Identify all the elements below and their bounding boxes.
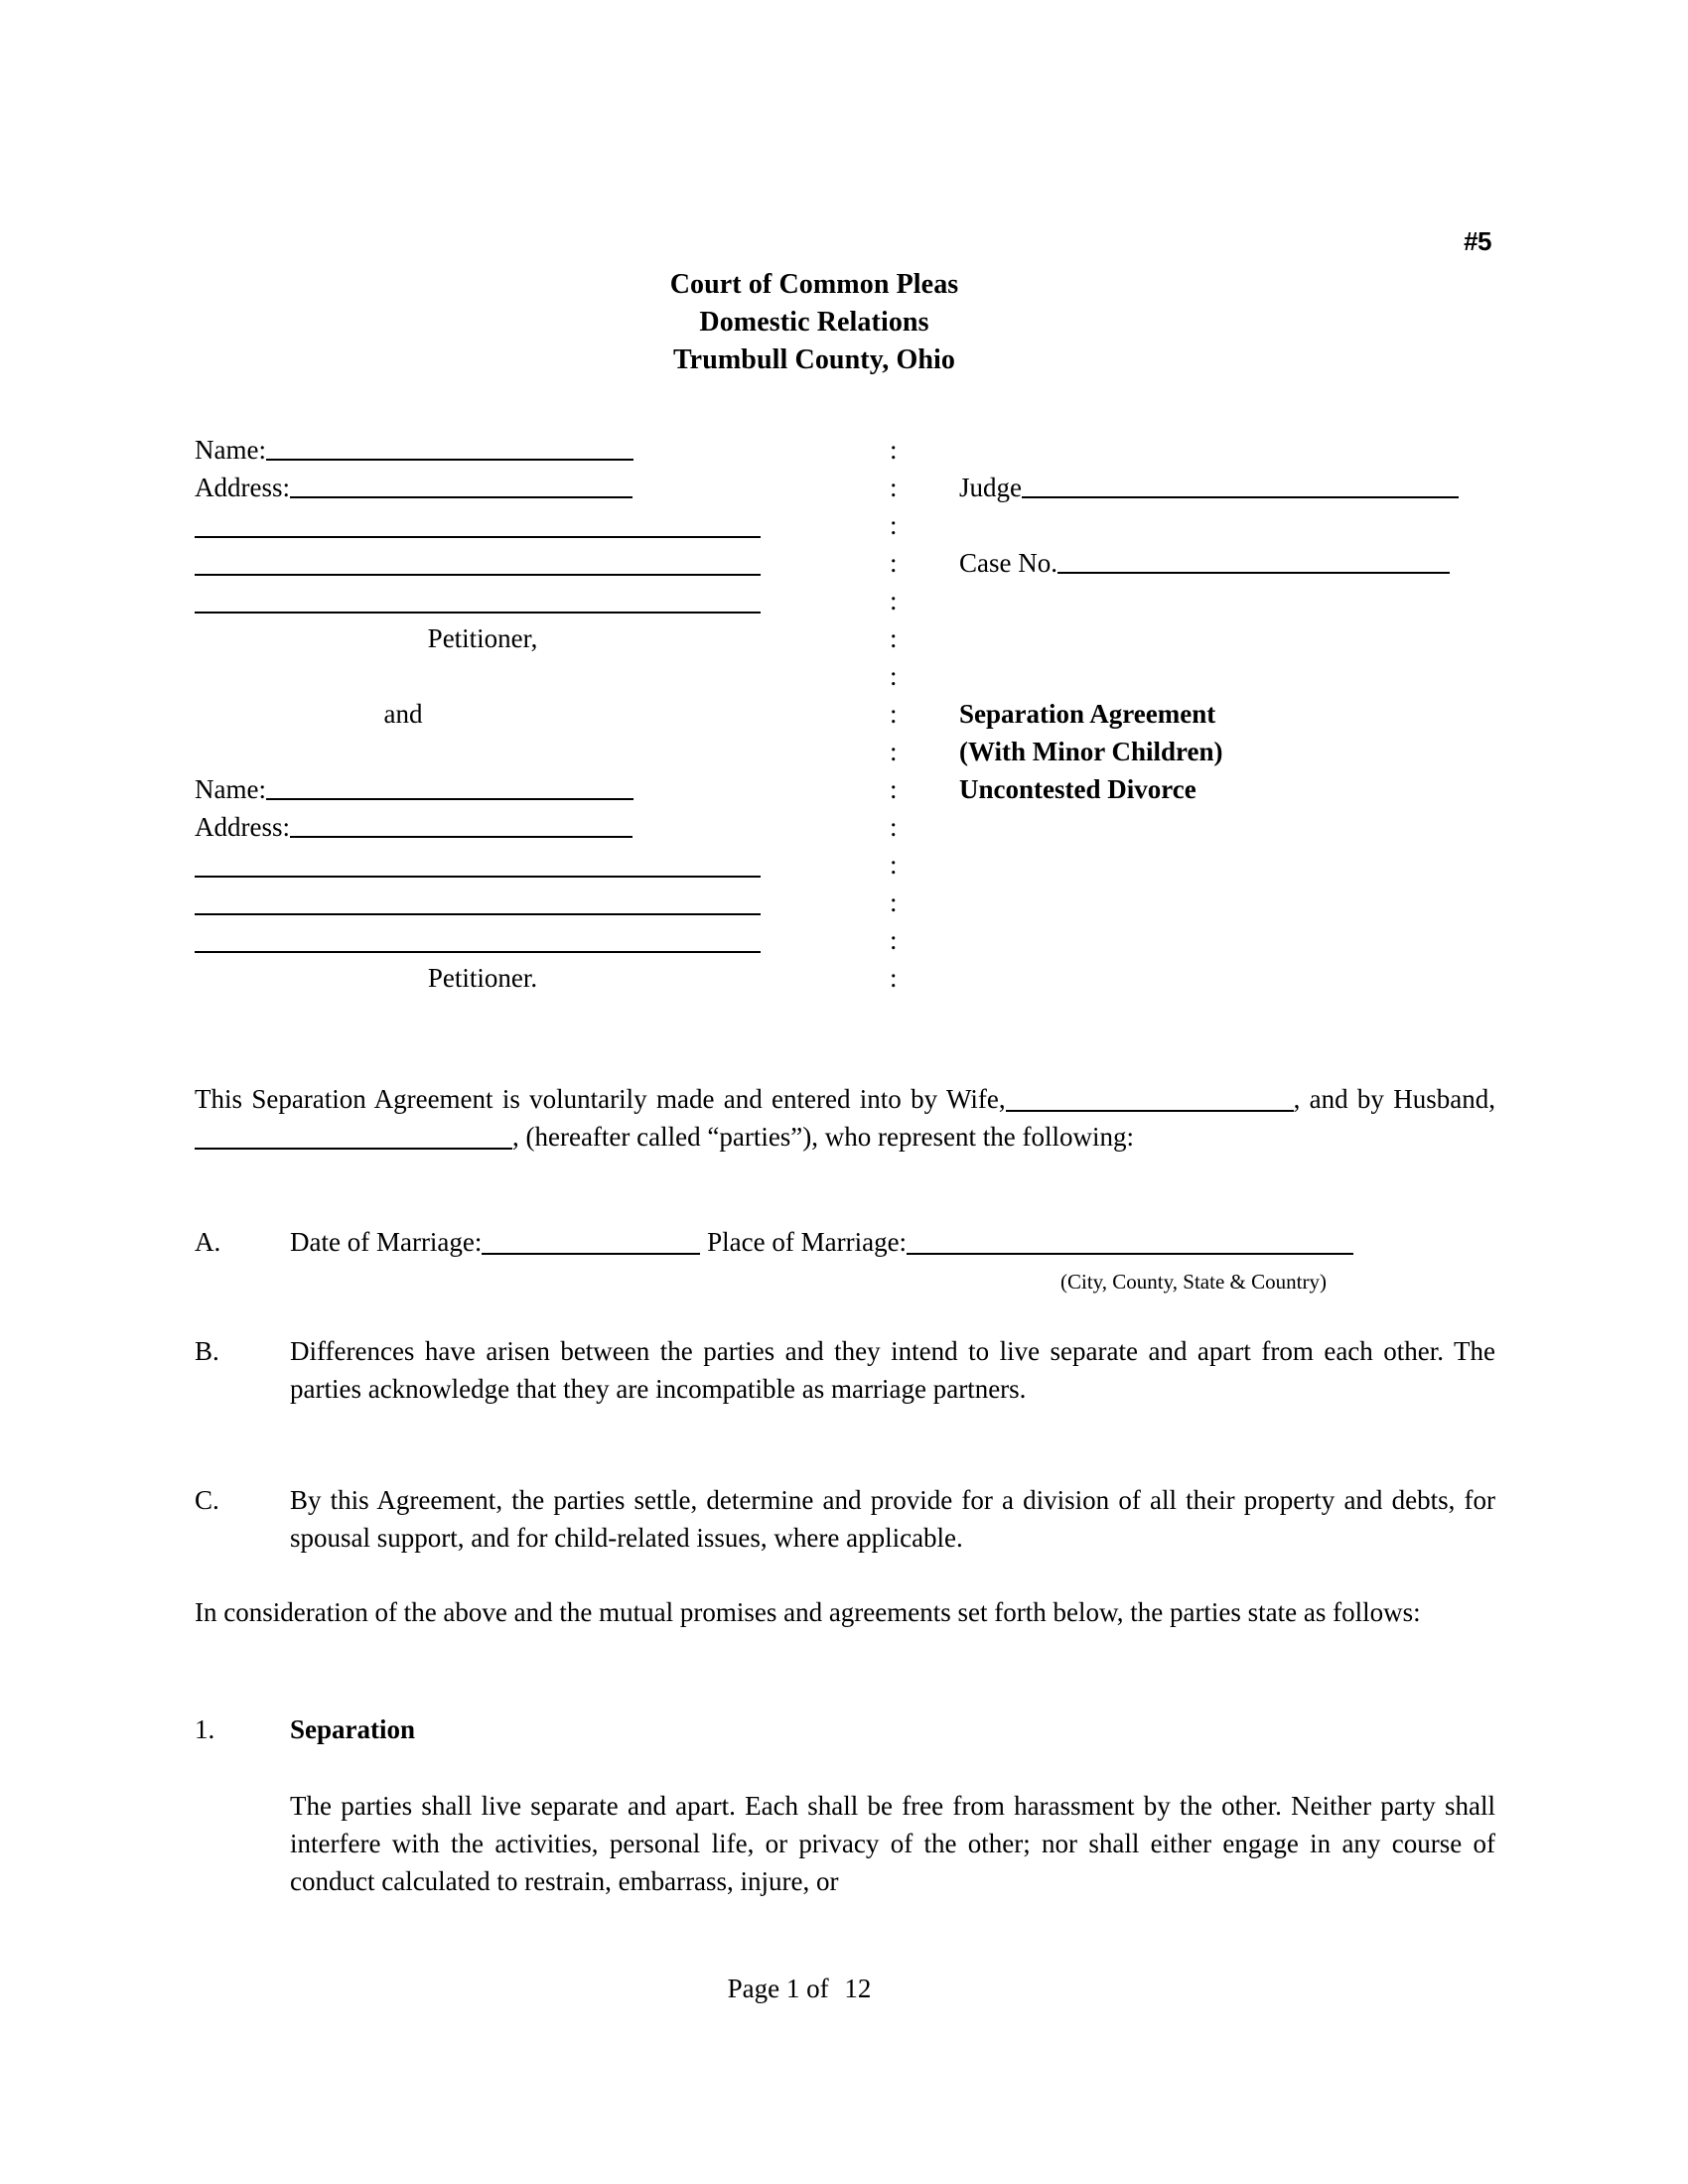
petitioner-two-role bbox=[195, 959, 790, 997]
petitioner-two-address-line-4 bbox=[195, 921, 790, 959]
recital-c-marker: C. bbox=[195, 1485, 219, 1515]
caption-row bbox=[195, 733, 1495, 770]
caption-colon: : bbox=[890, 925, 898, 955]
footer-page-word: Page bbox=[727, 1974, 780, 2003]
caption-row bbox=[195, 619, 1495, 657]
section-1-title-wrap bbox=[290, 1710, 1495, 1748]
petitioner-two-address-line-2 bbox=[195, 846, 790, 884]
caption-row bbox=[195, 582, 1495, 619]
caption-row bbox=[195, 469, 1495, 506]
petitioner-two-name-blank[interactable] bbox=[266, 772, 633, 800]
caption-row bbox=[195, 544, 1495, 582]
petitioner-one-address-line-4 bbox=[195, 582, 790, 619]
intro-paragraph bbox=[195, 1080, 1495, 1156]
recital-c-body: By this Agreement, the parties settle, determine and provide for a division of all their property and debts, for spousal support, and for child-related issues, where applicable. bbox=[290, 1485, 1495, 1553]
petitioner-two-address-label: Address: bbox=[195, 812, 290, 842]
section-1-body bbox=[195, 1787, 1495, 1900]
caption-colon: : bbox=[890, 699, 898, 729]
caption-colon: : bbox=[890, 812, 898, 842]
petitioner-one-role-label: Petitioner, bbox=[427, 623, 538, 653]
petitioner-one-name-label: Name: bbox=[195, 435, 266, 465]
court-heading-line-3: Trumbull County, Ohio bbox=[672, 344, 955, 375]
judge-field bbox=[959, 469, 1495, 506]
petitioner-one-address-blank-2[interactable] bbox=[195, 536, 761, 538]
petitioner-two-address-line-3 bbox=[195, 884, 790, 921]
judge-blank[interactable] bbox=[1022, 471, 1459, 498]
caption-row bbox=[195, 884, 1495, 921]
place-of-marriage-label: Place of Marriage: bbox=[707, 1227, 908, 1257]
footer-page-number: 1 bbox=[785, 1974, 800, 2003]
caption-conjunction bbox=[195, 695, 790, 733]
consideration-paragraph-text: In consideration of the above and the mutual promises and agreements set forth below, the parties state as follows: bbox=[195, 1597, 1421, 1627]
petitioner-one-address-label: Address: bbox=[195, 473, 290, 502]
caption-colon: : bbox=[890, 963, 898, 993]
recital-b-marker: B. bbox=[195, 1336, 219, 1366]
caption-colon: : bbox=[890, 623, 898, 653]
document-title-line-2: (With Minor Children) bbox=[959, 737, 1223, 766]
judge-label: Judge bbox=[959, 473, 1022, 502]
court-heading bbox=[0, 266, 1688, 379]
document-title-line-1: Separation Agreement bbox=[959, 699, 1216, 729]
caption-colon: : bbox=[890, 473, 898, 502]
petitioner-two-address-blank-3[interactable] bbox=[195, 913, 761, 915]
recital-a bbox=[195, 1223, 1495, 1261]
page-footer bbox=[0, 1974, 1688, 2004]
footer-of-word: of bbox=[806, 1974, 829, 2003]
recital-a-marker: A. bbox=[195, 1227, 221, 1257]
petitioner-one-role bbox=[195, 619, 790, 657]
petitioner-one-name-field bbox=[195, 431, 790, 469]
intro-segment-1: This Separation Agreement is voluntarily made and entered into by Wife, bbox=[195, 1084, 1006, 1114]
wife-name-blank[interactable] bbox=[1006, 1086, 1294, 1112]
case-number-label: Case No. bbox=[959, 548, 1057, 578]
caption-colon: : bbox=[890, 774, 898, 804]
intro-paragraph-text bbox=[195, 1080, 1495, 1156]
case-caption bbox=[195, 431, 1495, 997]
section-1-body-text: The parties shall live separate and apart. Each shall be free from harassment by the other. Neither party shall interfere with the activities, personal life, or privacy of the other; nor shall either engage in any course of conduct calculated to restrain, embarrass, injure, or bbox=[290, 1791, 1495, 1896]
petitioner-one-address-line-2 bbox=[195, 506, 790, 544]
caption-colon: : bbox=[890, 737, 898, 766]
caption-row bbox=[195, 506, 1495, 544]
caption-row bbox=[195, 921, 1495, 959]
petitioner-two-role-label: Petitioner. bbox=[427, 963, 538, 993]
petitioner-one-address-line-3 bbox=[195, 544, 790, 582]
intro-segment-2: , and by Husband, bbox=[1293, 1084, 1495, 1114]
case-number-blank[interactable] bbox=[1057, 546, 1450, 574]
court-heading-line-1: Court of Common Pleas bbox=[669, 269, 959, 300]
caption-colon: : bbox=[890, 435, 898, 465]
recital-b bbox=[195, 1332, 1495, 1408]
page-footer-text bbox=[728, 1974, 872, 2004]
petitioner-two-address-field bbox=[195, 808, 790, 846]
section-1-heading bbox=[195, 1710, 1495, 1748]
document-title-line-3: Uncontested Divorce bbox=[959, 774, 1196, 804]
petitioner-two-address-blank-2[interactable] bbox=[195, 876, 761, 878]
caption-colon: : bbox=[890, 850, 898, 880]
caption-row bbox=[195, 695, 1495, 733]
caption-colon: : bbox=[890, 548, 898, 578]
case-number-field bbox=[959, 544, 1495, 582]
petitioner-one-address-blank-4[interactable] bbox=[195, 612, 761, 614]
petitioner-two-name-label: Name: bbox=[195, 774, 266, 804]
petitioner-one-address-blank[interactable] bbox=[290, 471, 633, 498]
caption-colon: : bbox=[890, 661, 898, 691]
form-number-marker: #5 bbox=[1464, 226, 1491, 256]
caption-row bbox=[195, 657, 1495, 695]
caption-row bbox=[195, 959, 1495, 997]
petitioner-two-name-field bbox=[195, 770, 790, 808]
court-heading-line-2: Domestic Relations bbox=[699, 307, 929, 338]
petitioner-one-name-blank[interactable] bbox=[266, 433, 633, 461]
petitioner-two-address-blank-4[interactable] bbox=[195, 951, 761, 953]
caption-row bbox=[195, 770, 1495, 808]
date-of-marriage-label: Date of Marriage: bbox=[290, 1227, 483, 1257]
caption-colon: : bbox=[890, 887, 898, 917]
date-of-marriage-blank[interactable] bbox=[482, 1229, 700, 1255]
section-1-marker: 1. bbox=[195, 1714, 215, 1744]
section-1-title: Separation bbox=[290, 1714, 416, 1744]
petitioner-two-address-blank[interactable] bbox=[290, 810, 633, 838]
consideration-paragraph bbox=[195, 1593, 1495, 1631]
intro-segment-3: , (hereafter called “parties”), who represent the following: bbox=[512, 1122, 1134, 1152]
recital-b-body: Differences have arisen between the parties and they intend to live separate and apart from each other. The parties acknowledge that they are incompatible as marriage partners. bbox=[290, 1336, 1495, 1404]
recital-a-body bbox=[290, 1223, 1495, 1261]
recital-c bbox=[195, 1481, 1495, 1557]
caption-row bbox=[195, 808, 1495, 846]
petitioner-one-address-blank-3[interactable] bbox=[195, 574, 761, 576]
caption-conjunction-label: and bbox=[383, 699, 423, 729]
footer-total-pages: 12 bbox=[844, 1974, 872, 2003]
place-of-marriage-blank[interactable] bbox=[907, 1229, 1353, 1255]
caption-colon: : bbox=[890, 510, 898, 540]
caption-colon: : bbox=[890, 586, 898, 615]
place-of-marriage-note: (City, County, State & Country) bbox=[1060, 1270, 1327, 1294]
petitioner-one-address-field bbox=[195, 469, 790, 506]
husband-name-blank[interactable] bbox=[195, 1124, 512, 1150]
caption-row bbox=[195, 431, 1495, 469]
caption-row bbox=[195, 846, 1495, 884]
